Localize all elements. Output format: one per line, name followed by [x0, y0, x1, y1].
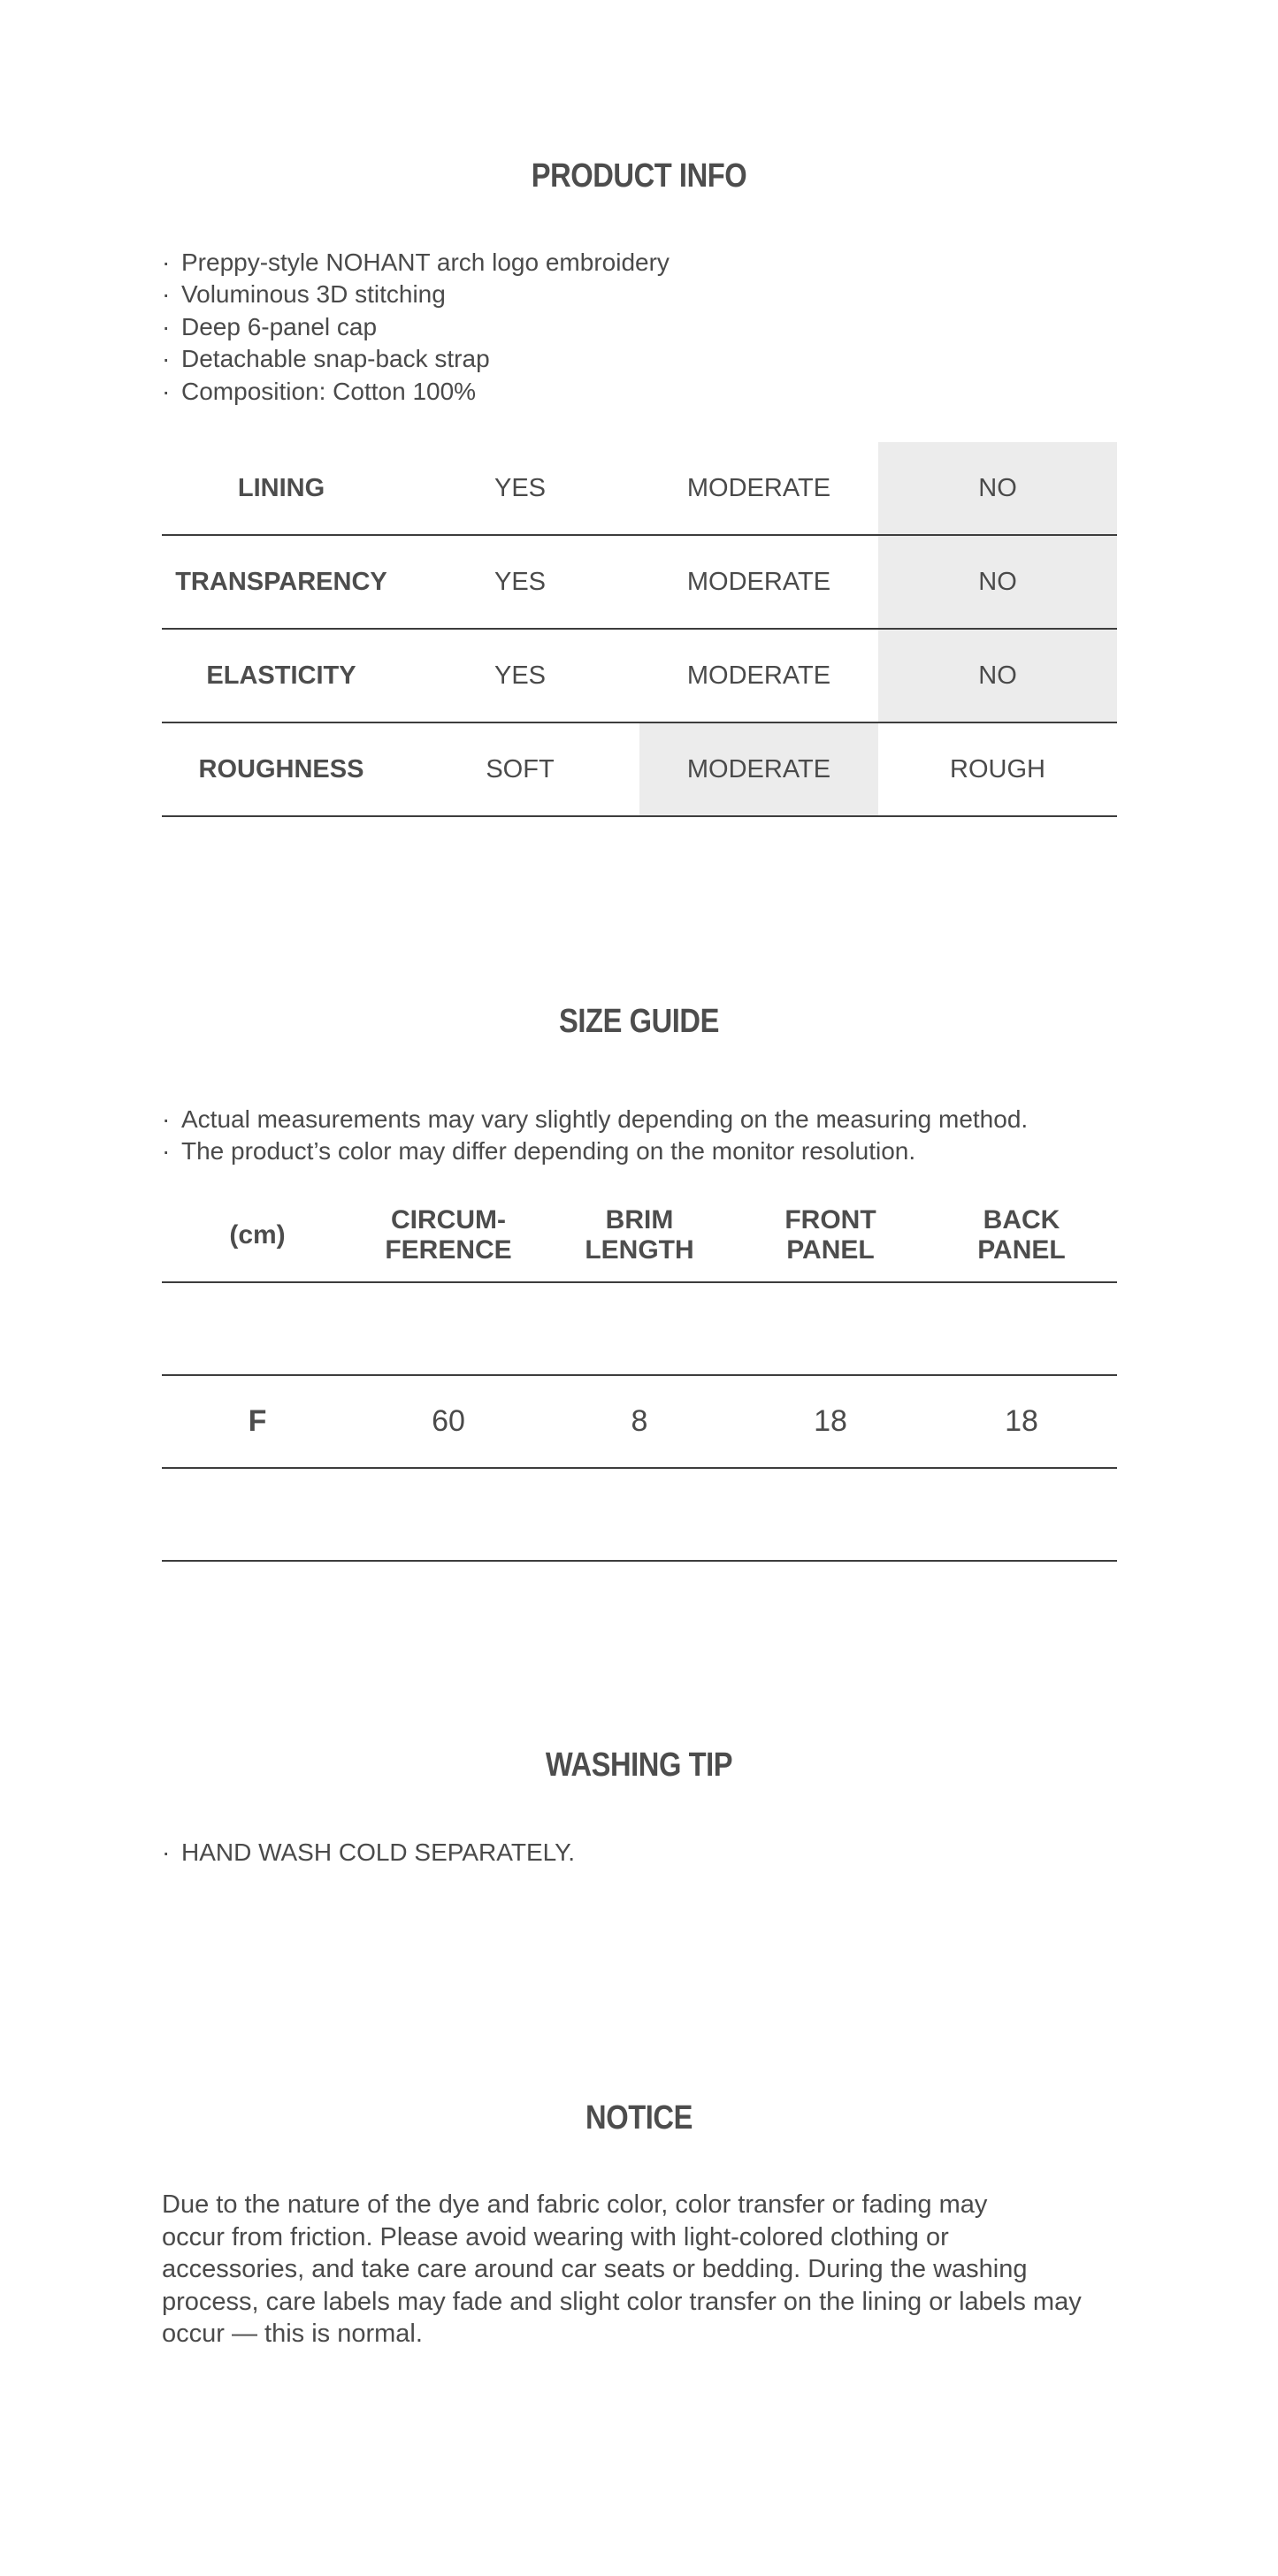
size-guide-notes — [162, 1104, 1126, 1168]
size-value — [353, 1282, 544, 1375]
size-label — [162, 1282, 353, 1375]
header-brim-length: BRIM LENGTH — [544, 1189, 735, 1282]
header-unit: (cm) — [162, 1189, 353, 1282]
washing-tip-bullets — [162, 1837, 1126, 1869]
size-value: 18 — [735, 1375, 926, 1468]
product-info-bullets — [162, 247, 1126, 408]
size-table — [162, 1189, 1117, 1562]
option-cell: NO — [878, 629, 1117, 722]
option-cell: ROUGH — [878, 722, 1117, 816]
bullet-item: · Preppy-style NOHANT arch logo embroidery — [162, 248, 670, 276]
bullet-item: · Voluminous 3D stitching — [162, 280, 446, 309]
bullet-item: · Deep 6-panel cap — [162, 312, 378, 340]
header-back-panel: BACK PANEL — [926, 1189, 1117, 1282]
bullet-item: · Detachable snap-back strap — [162, 345, 490, 373]
product-info-title: PRODUCT INFO — [531, 157, 747, 195]
size-value — [926, 1468, 1117, 1561]
fabric-attributes-table — [162, 442, 1117, 817]
table-row-elasticity — [162, 629, 1117, 722]
bullet-item: · Actual measurements may vary slightly depending on the measuring method. — [162, 1105, 1029, 1133]
row-label: ELASTICITY — [162, 629, 401, 722]
size-value — [544, 1282, 735, 1375]
row-label: ROUGHNESS — [162, 722, 401, 816]
size-guide-title: SIZE GUIDE — [559, 1003, 719, 1040]
table-row-lining — [162, 442, 1117, 535]
header-front-panel: FRONT PANEL — [735, 1189, 926, 1282]
size-value: 8 — [544, 1375, 735, 1468]
option-cell: NO — [878, 442, 1117, 535]
table-row-roughness — [162, 722, 1117, 816]
bullet-item: · The product’s color may differ depending on the monitor resolution. — [162, 1137, 916, 1166]
size-value — [353, 1468, 544, 1561]
notice-title: NOTICE — [585, 2099, 693, 2136]
washing-tip-title: WASHING TIP — [545, 1747, 733, 1784]
notice-text: Due to the nature of the dye and fabric color, color transfer or fading may occur from friction. Please avoid wearing with light-colored clothing or accessories, and take care around car seats or bedding. During the washing process, care labels may fade and slight color transfer on the lining or labels may occur — this is normal. — [162, 2190, 1082, 2348]
size-table-header — [162, 1189, 1117, 1282]
size-value — [544, 1468, 735, 1561]
size-label — [162, 1468, 353, 1561]
table-row-transparency — [162, 535, 1117, 629]
option-cell: NO — [878, 535, 1117, 629]
option-cell: MODERATE — [639, 442, 878, 535]
option-cell: SOFT — [401, 722, 639, 816]
size-value — [735, 1282, 926, 1375]
table-row — [162, 1282, 1117, 1375]
option-cell: YES — [401, 535, 639, 629]
option-cell: MODERATE — [639, 535, 878, 629]
size-value: 60 — [353, 1375, 544, 1468]
table-row — [162, 1375, 1117, 1468]
row-label: TRANSPARENCY — [162, 535, 401, 629]
size-value — [926, 1282, 1117, 1375]
size-value: 18 — [926, 1375, 1117, 1468]
size-label: F — [162, 1375, 353, 1468]
row-label: LINING — [162, 442, 401, 535]
header-circumference: CIRCUM- FERENCE — [353, 1189, 544, 1282]
table-row — [162, 1468, 1117, 1561]
bullet-item: · Composition: Cotton 100% — [162, 377, 477, 405]
option-cell: YES — [401, 442, 639, 535]
size-value — [735, 1468, 926, 1561]
option-cell: YES — [401, 629, 639, 722]
bullet-item: · HAND WASH COLD SEPARATELY. — [162, 1838, 575, 1866]
option-cell: MODERATE — [639, 722, 878, 816]
option-cell: MODERATE — [639, 629, 878, 722]
